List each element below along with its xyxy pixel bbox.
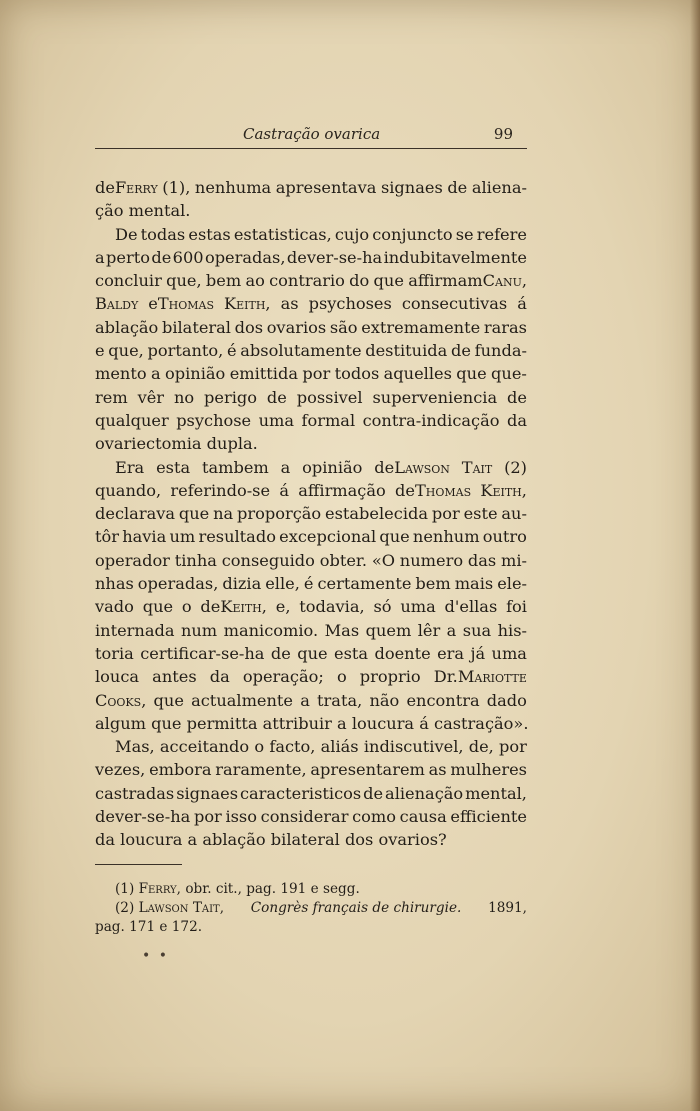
- text-line: [95, 782, 527, 805]
- word: his-: [497, 620, 527, 640]
- text-line: [95, 758, 527, 781]
- word: conjuncto: [372, 224, 453, 244]
- text-span: ção mental.: [95, 201, 191, 221]
- text-line: [95, 456, 527, 479]
- word: conseguido: [221, 550, 315, 570]
- word: proporção: [237, 504, 322, 524]
- word: operador: [95, 550, 170, 570]
- word: raras: [483, 317, 527, 337]
- word: a: [95, 247, 105, 267]
- word: vêr: [137, 387, 165, 407]
- word: affirmação: [298, 480, 386, 500]
- word: facto,: [269, 737, 316, 757]
- word: mental,: [465, 783, 527, 803]
- word: aliena-: [471, 178, 527, 197]
- word: operadas,: [204, 247, 286, 267]
- word: considerar: [260, 807, 349, 827]
- word: eThomas: [148, 294, 214, 314]
- word: deKeith,: [200, 597, 267, 617]
- word: vado: [95, 597, 134, 617]
- word: Mas: [324, 620, 360, 640]
- word: formal: [301, 410, 356, 430]
- body-text: [95, 176, 527, 852]
- word: a: [280, 457, 291, 477]
- word: caracteristicos: [239, 783, 362, 803]
- text-line: [95, 339, 527, 362]
- text-line: [95, 479, 527, 502]
- word: de,: [468, 737, 494, 757]
- word: quem: [365, 620, 412, 640]
- word: bem: [415, 574, 451, 594]
- word: o: [336, 667, 347, 687]
- word: de: [151, 247, 172, 267]
- word: 600: [172, 247, 204, 267]
- word: d'ellas: [444, 597, 498, 617]
- word: qualquer: [95, 410, 169, 430]
- word: no: [173, 387, 195, 407]
- word: au-: [501, 504, 527, 524]
- word: quando,: [95, 480, 162, 500]
- word: opinião: [165, 364, 226, 384]
- word: dever-se-ha: [286, 247, 383, 267]
- text-line: [95, 828, 527, 851]
- word: deFerry: [95, 178, 158, 197]
- footnote-marker: (1): [115, 881, 139, 897]
- word: e: [95, 341, 105, 361]
- word: mulheres: [450, 760, 527, 780]
- text-line: [95, 619, 527, 642]
- word: encontra: [406, 690, 480, 710]
- word: operadas,: [137, 574, 219, 594]
- text-line: [95, 269, 527, 292]
- word: como: [352, 807, 396, 827]
- word: havia: [122, 527, 167, 547]
- word: perto: [106, 247, 150, 267]
- word: que: [178, 504, 210, 524]
- word: que: [142, 597, 174, 617]
- word: Dr.Mariotte: [433, 667, 527, 687]
- word: da: [209, 667, 230, 687]
- word: as: [428, 760, 447, 780]
- word: resultado: [198, 527, 276, 547]
- word: Era: [115, 457, 145, 477]
- word: já: [470, 643, 486, 663]
- word: cujo: [334, 224, 370, 244]
- word: refere: [476, 224, 527, 244]
- word: das: [467, 550, 497, 570]
- word: o: [181, 597, 192, 617]
- footnote-author: (2) Lawson Tait,: [115, 900, 225, 916]
- word: tambem: [201, 457, 269, 477]
- text-line: [95, 665, 527, 688]
- word: uma: [491, 643, 527, 663]
- word: de: [450, 341, 471, 361]
- text-line: [95, 642, 527, 665]
- word: a: [300, 690, 310, 710]
- word: Keith,: [480, 480, 527, 500]
- running-title: Castração ovarica: [243, 125, 381, 143]
- word: a: [446, 620, 457, 640]
- word: contra-indicação: [362, 410, 500, 430]
- word: Mas,: [115, 737, 155, 757]
- word: dado: [486, 690, 527, 710]
- page-header: [95, 122, 527, 149]
- word: mi-: [500, 550, 527, 570]
- word: que: [456, 364, 487, 384]
- word: por: [193, 807, 222, 827]
- text-line: [95, 432, 527, 455]
- word: este: [463, 504, 498, 524]
- word: vezes,: [95, 760, 146, 780]
- word: bem: [205, 271, 242, 291]
- text-span: algum que permitta attribuir a loucura á castração».: [95, 713, 529, 733]
- word: que,: [108, 341, 144, 361]
- text-span: da loucura a ablação bilateral dos ovarios?: [95, 830, 447, 850]
- word: ele-: [497, 574, 527, 594]
- word: causa: [399, 807, 447, 827]
- word: emittida: [229, 364, 298, 384]
- text-line: [95, 572, 527, 595]
- word: de: [447, 178, 468, 197]
- word: estatisticas,: [233, 224, 332, 244]
- word: perigo: [204, 387, 257, 407]
- word: e,: [275, 597, 291, 617]
- word: tinha: [174, 550, 217, 570]
- word: apresentava: [275, 178, 377, 197]
- word: doente: [374, 643, 431, 663]
- word: embora: [149, 760, 212, 780]
- author-name: Ferry: [138, 881, 177, 897]
- footnote-work-title: Congrès français de chirurgie.: [250, 900, 462, 916]
- word: excepcional: [279, 527, 377, 547]
- word: «O: [371, 550, 395, 570]
- word: sua: [462, 620, 492, 640]
- word: de: [266, 387, 287, 407]
- text-line: [95, 689, 527, 712]
- word: funda-: [474, 341, 527, 361]
- word: que-: [491, 364, 527, 384]
- word: bilateral: [161, 317, 231, 337]
- word: nenhuma: [194, 178, 272, 197]
- word: louca: [95, 667, 140, 687]
- word: certificar-se-ha: [140, 643, 265, 663]
- word: operação;: [242, 667, 324, 687]
- word: concluir: [95, 271, 162, 291]
- word: opinião: [302, 457, 363, 477]
- word: é: [303, 574, 314, 594]
- word: da: [506, 410, 527, 430]
- word: dos: [234, 317, 264, 337]
- footnote-text: , obr. cit., pag. 191 e segg.: [176, 881, 360, 897]
- word: signaes: [380, 178, 443, 197]
- text-line: [95, 316, 527, 339]
- word: lêr: [417, 620, 441, 640]
- word: todavia,: [299, 597, 365, 617]
- word: é: [227, 341, 237, 361]
- word: castradas: [95, 783, 175, 803]
- word: absolutamente: [240, 341, 362, 361]
- word: proprio: [359, 667, 421, 687]
- word: um: [169, 527, 196, 547]
- word: mento: [95, 364, 147, 384]
- word: psychose: [176, 410, 252, 430]
- word: De: [115, 224, 138, 244]
- footnote-2: [95, 899, 527, 918]
- word: trata,: [317, 690, 363, 710]
- word: acceitando: [159, 737, 250, 757]
- footnote-rule: [95, 864, 182, 865]
- word: uma: [258, 410, 295, 430]
- footnote-2-continued: pag. 171 e 172.: [95, 919, 203, 935]
- word: alienação: [385, 783, 464, 803]
- word: á: [279, 480, 289, 500]
- word: Cooks,: [95, 690, 147, 710]
- word: mais: [454, 574, 494, 594]
- word: do: [349, 271, 370, 291]
- word: rem: [95, 387, 128, 407]
- word: manicomio.: [223, 620, 319, 640]
- word: obter.: [319, 550, 368, 570]
- word: não: [369, 690, 400, 710]
- word: uma: [400, 597, 436, 617]
- word: se: [455, 224, 474, 244]
- text-line: [95, 805, 527, 828]
- text-line: [95, 712, 527, 735]
- word: por: [499, 737, 527, 757]
- word: á: [517, 294, 527, 314]
- word: na: [213, 504, 234, 524]
- text-line: [95, 549, 527, 572]
- word: esta: [334, 643, 369, 663]
- word: a: [150, 364, 161, 384]
- word: internada: [95, 620, 175, 640]
- word: que: [297, 643, 328, 663]
- word: destituida: [365, 341, 448, 361]
- word: ablação: [95, 317, 159, 337]
- word: efficiente: [450, 807, 527, 827]
- word: portanto,: [147, 341, 224, 361]
- word: de: [507, 387, 527, 407]
- word: toria: [95, 643, 134, 663]
- word: indiscutivel,: [363, 737, 464, 757]
- word: por: [431, 504, 460, 524]
- word: foi: [506, 597, 527, 617]
- word: estabelecida: [325, 504, 429, 524]
- word: que: [373, 271, 404, 291]
- footnote-year: 1891,: [488, 900, 527, 916]
- word: aquelles: [383, 364, 452, 384]
- word: deThomas: [395, 480, 472, 500]
- text-line: [95, 292, 527, 315]
- word: deLawson: [374, 457, 450, 477]
- word: dizia: [222, 574, 262, 594]
- word: ao: [245, 271, 265, 291]
- word: declarava: [95, 504, 176, 524]
- text-line: [95, 409, 527, 432]
- word: nenhum: [412, 527, 480, 547]
- page-number: 99: [493, 125, 513, 143]
- word: (2): [504, 457, 527, 477]
- word: Baldy: [95, 294, 139, 314]
- word: isso: [225, 807, 257, 827]
- word: actualmente: [191, 690, 294, 710]
- word: aliás: [320, 737, 359, 757]
- text-line: [95, 595, 527, 618]
- footnote-1: [95, 880, 527, 899]
- word: ovarios: [266, 317, 327, 337]
- word: affirmamCanu,: [408, 271, 527, 291]
- word: possivel: [296, 387, 363, 407]
- word: Tait: [461, 457, 493, 477]
- text-line: [95, 223, 527, 246]
- word: referindo-se: [170, 480, 271, 500]
- word: raramente,: [215, 760, 307, 780]
- word: contrario: [269, 271, 345, 291]
- word: certamente: [317, 574, 412, 594]
- word: apresentarem: [310, 760, 425, 780]
- word: de: [270, 643, 291, 663]
- text-line: [95, 502, 527, 525]
- text-line: [95, 199, 527, 222]
- text-span: ovariectomia dupla.: [95, 434, 258, 454]
- word: antes: [152, 667, 197, 687]
- text-line: [95, 362, 527, 385]
- word: psychoses: [308, 294, 392, 314]
- word: dever-se-ha: [95, 807, 191, 827]
- page-edge-shadow: [690, 0, 700, 1111]
- word: tôr: [95, 527, 119, 547]
- word: esta: [156, 457, 191, 477]
- footnotes: [95, 880, 527, 937]
- word: por: [302, 364, 331, 384]
- word: as: [280, 294, 299, 314]
- text-line: [95, 176, 527, 199]
- word: (1),: [162, 178, 191, 197]
- word: superveniencia: [372, 387, 498, 407]
- word: outro: [482, 527, 527, 547]
- word: todas: [140, 224, 186, 244]
- text-line: [95, 525, 527, 548]
- word: o: [254, 737, 265, 757]
- text-line: [95, 735, 527, 758]
- word: extremamente: [361, 317, 481, 337]
- word: estas: [188, 224, 231, 244]
- word: num: [180, 620, 218, 640]
- word: numero: [399, 550, 464, 570]
- text-line: [95, 386, 527, 409]
- word: signaes: [176, 783, 238, 803]
- word: que: [153, 690, 184, 710]
- word: Keith,: [224, 294, 271, 314]
- ink-specks: • •: [142, 948, 169, 964]
- word: indubitavelmente: [383, 247, 527, 267]
- word: de: [363, 783, 384, 803]
- word: todos: [334, 364, 380, 384]
- word: era: [437, 643, 465, 663]
- word: elle,: [265, 574, 300, 594]
- word: que,: [166, 271, 202, 291]
- word: nhas: [95, 574, 134, 594]
- word: são: [329, 317, 358, 337]
- word: que: [379, 527, 410, 547]
- word: só: [373, 597, 392, 617]
- word: consecutivas: [401, 294, 508, 314]
- text-line: [95, 246, 527, 269]
